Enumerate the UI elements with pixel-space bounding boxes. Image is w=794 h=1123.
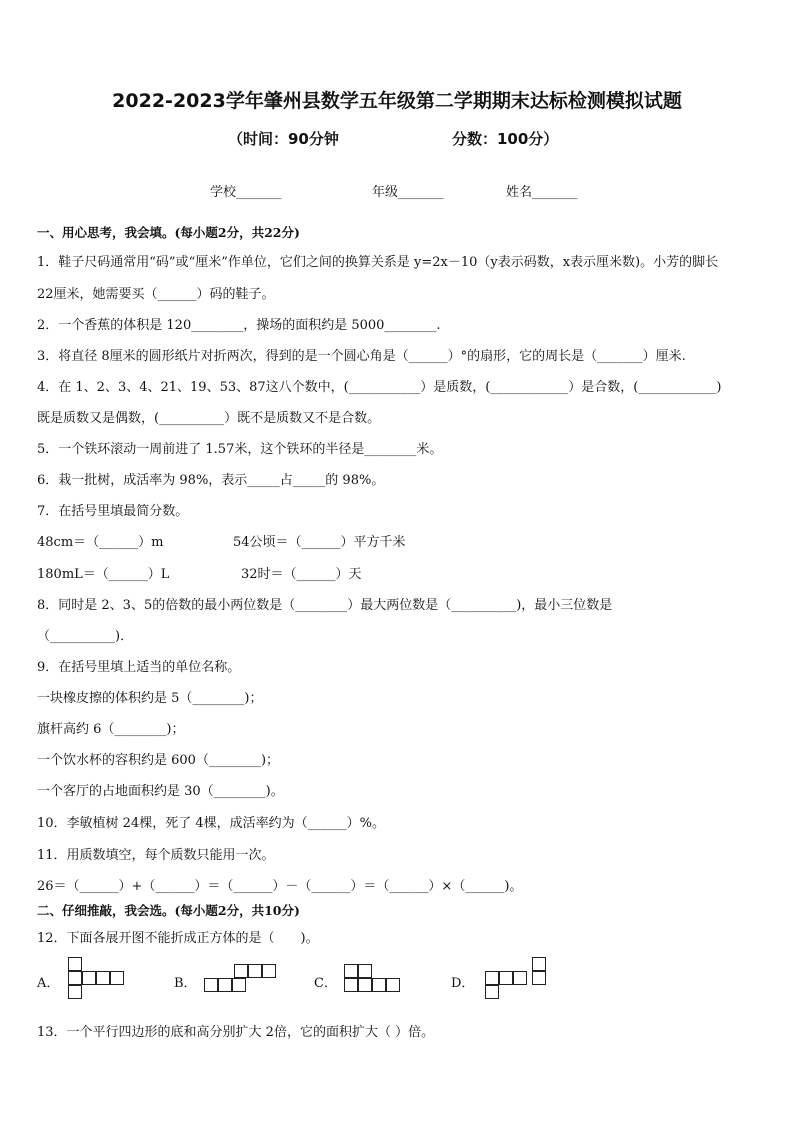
net-square [344,978,358,992]
net-square [234,964,248,978]
question-9-item-4: 一个客厅的占地面积约是 30（________)。 [37,784,284,799]
question-7-item-1: 48cm＝（______）m [37,535,164,550]
question-8-line-1: 8．同时是 2、3、5的倍数的最小两位数是（________）最大两位数是（__________)，最小三位数是 [37,598,613,613]
net-square [485,985,499,999]
question-7-item-4: 32时＝（______）天 [241,567,362,582]
option-a-label[interactable]: A． [37,976,60,991]
question-6: 6．栽一批树，成活率为 98%，表示_____占_____的 98%。 [37,473,385,488]
question-4-line-1: 4．在 1、2、3、4、21、19、53、87这八个数中，(___________）是质数，(____________）是合数，(____________) [37,380,722,395]
question-1-line-2: 22厘米，她需要买（______）码的鞋子。 [37,287,275,302]
net-square [499,971,513,985]
net-square [532,957,546,971]
net-square [485,971,499,985]
question-5: 5．一个铁环滚动一周前进了 1.57米，这个铁环的半径是________米。 [37,442,443,457]
question-4-line-2: 既是质数又是偶数，(__________）既不是质数又不是合数。 [37,411,381,426]
net-square [96,971,110,985]
question-2: 2．一个香蕉的体积是 120________，操场的面积约是 5000________. [37,318,441,333]
net-square [110,971,124,985]
net-square [513,971,527,985]
grade-field[interactable]: 年级_______ [372,185,444,200]
question-7: 7．在括号里填最简分数。 [37,504,189,519]
school-field[interactable]: 学校_______ [210,185,282,200]
question-9: 9．在括号里填上适当的单位名称。 [37,660,241,675]
net-square [358,964,372,978]
option-b-label[interactable]: B． [174,976,197,991]
section-1-heading: 一、用心思考，我会填。(每小题2分，共22分) [37,225,300,240]
net-square [82,971,96,985]
section-2-heading: 二、仔细推敲，我会选。(每小题2分，共10分) [37,903,300,918]
question-1-line-1: 1．鞋子尺码通常用“码”或“厘米”作单位，它们之间的换算关系是 y=2x－10（y表示码数，x表示厘米数)。小芳的脚长 [37,255,719,270]
net-square [372,978,386,992]
net-square [232,978,246,992]
net-square [204,978,218,992]
net-square [262,964,276,978]
question-9-item-1: 一块橡皮擦的体积约是 5（________)； [37,691,263,706]
question-7-item-3: 180mL＝（______）L [37,567,170,582]
question-8-line-2: （__________)． [37,629,134,644]
net-square [68,957,82,971]
net-square [68,971,82,985]
net-square [248,964,262,978]
time-limit: （时间：90分钟 [228,130,339,148]
name-field[interactable]: 姓名_______ [506,185,578,200]
option-c-label[interactable]: C． [314,976,337,991]
question-12: 12．下面各展开图不能折成正方体的是（ )。 [37,931,319,946]
question-13: 13．一个平行四边形的底和高分别扩大 2倍，它的面积扩大（ ）倍。 [37,1025,435,1040]
question-3: 3．将直径 8厘米的圆形纸片对折两次，得到的是一个圆心角是（______）°的扇形，它的周长是（_______）厘米. [37,349,686,364]
net-square [358,978,372,992]
question-11: 11．用质数填空，每个质数只能用一次。 [37,848,275,863]
net-square [532,971,546,985]
total-score: 分数：100分） [452,130,559,148]
option-d-label[interactable]: D． [451,976,475,991]
question-9-item-2: 旗杆高约 6（________)； [37,722,185,737]
net-square [68,985,82,999]
net-square [386,978,400,992]
question-7-item-2: 54公顷＝（______）平方千米 [233,535,406,550]
page-title: 2022-2023学年肇州县数学五年级第二学期期末达标检测模拟试题 [112,90,682,112]
question-11-equation: 26＝（______）+（______）＝（______）－（______）＝（______）×（______)。 [37,879,523,894]
question-10: 10．李敏植树 24棵，死了 4棵，成活率约为（______）%。 [37,816,385,831]
question-9-item-3: 一个饮水杯的容积约是 600（________)； [37,753,280,768]
net-square [344,964,358,978]
net-square [218,978,232,992]
